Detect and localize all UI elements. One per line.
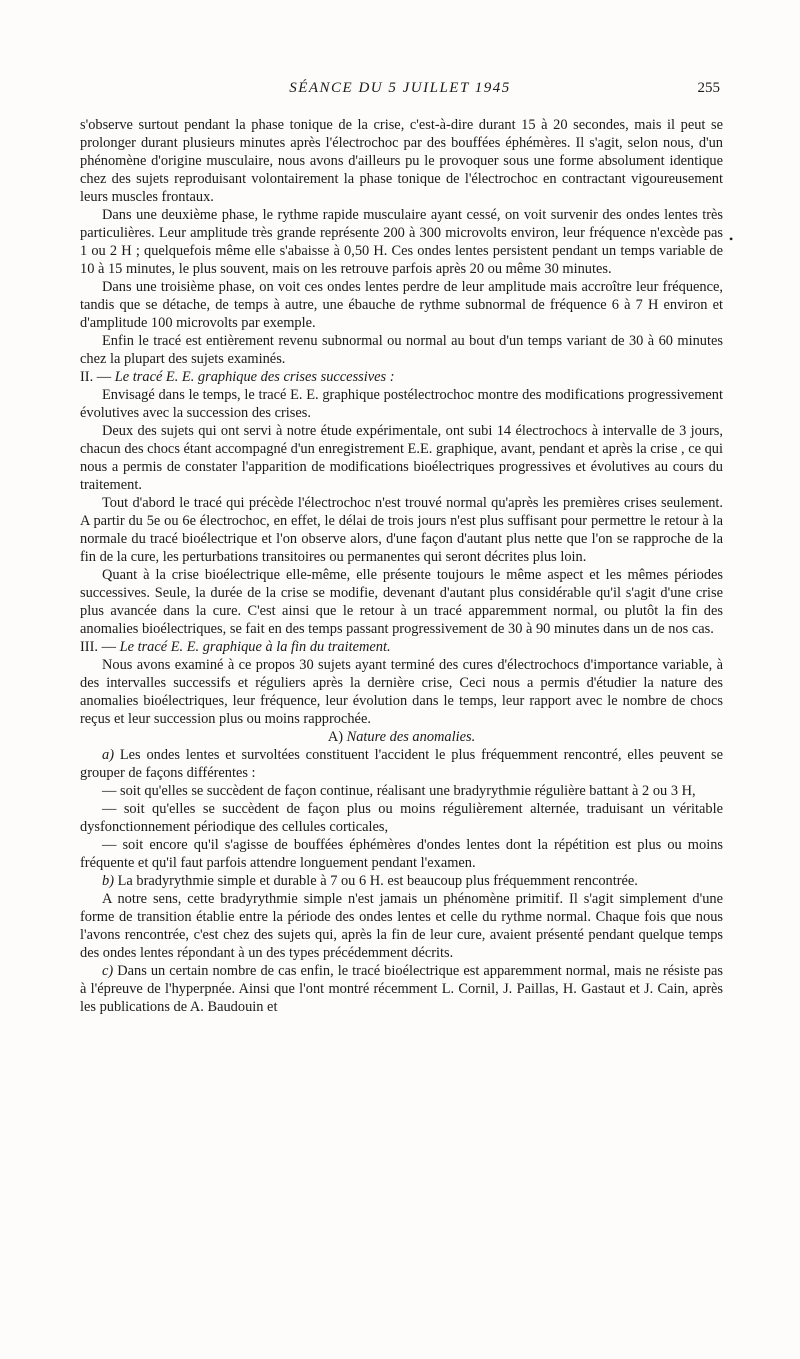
paragraph: s'observe surtout pendant la phase tonique de la crise, c'est-à-dire durant 15 à 20 secondes, mais il peut se prolonger durant plusieurs minutes après l'électrochoc par des bouffées éphémères. Il s'agit, selon nous, d'un phénomène d'origine musculaire, nous avons d'ailleurs pu le provoquer sous une forme absolument identique chez des sujets reproduisant volontairement la phase tonique de l'électrochoc en contractant vigoureusement leurs muscles frontaux.	[80, 117, 723, 205]
paragraph: Envisagé dans le temps, le tracé E. E. graphique postélectrochoc montre des modifications progressivement évolutives avec la succession des crises.	[80, 387, 723, 421]
paragraph: A notre sens, cette bradyrythmie simple n'est jamais un phénomène primitif. Il s'agit simplement d'une forme de transition établie entre la période des ondes lentes et celle du rythme normal. Chaque fois que nous l'avons rencontrée, c'est chez des sujets qui, après la fin de leur cure, avaient présenté pendant quelque temps des ondes lentes répondant à un des types précédemment décrits.	[80, 891, 723, 961]
body-text	[80, 116, 723, 1016]
list-item: — soit encore qu'il s'agisse de bouffées éphémères d'ondes lentes dont la répétition est plus ou moins fréquente et qu'il faut parfois attendre longuement pendant l'examen.	[80, 837, 723, 871]
page-header	[80, 80, 720, 104]
item-label: c)	[102, 963, 114, 979]
paragraph	[80, 962, 723, 1016]
section-heading-2: II. — Le tracé E. E. graphique des crises successives :	[80, 369, 395, 385]
paragraph: Quant à la crise bioélectrique elle-même, elle présente toujours le même aspect et les mêmes périodes successives. Seule, la durée de la crise se modifie, devenant d'autant plus considérable qu'il s'agit d'une crise plus avancée dans la cure. C'est ainsi que le retour à un tracé apparemment normal, ou plutôt la fin des anomalies bioélectriques, se fait en des temps passant progressivement de 30 à 90 minutes dans un de nos cas.	[80, 567, 723, 637]
list-item: — soit qu'elles se succèdent de façon plus ou moins régulièrement alternée, traduisant un véritable dysfonctionnement périodique des cellules corticales,	[80, 801, 723, 835]
list-item: — soit qu'elles se succèdent de façon continue, réalisant une bradyrythmie régulière battant à 2 ou 3 H,	[102, 783, 696, 799]
subsection-title: Nature des anomalies.	[346, 729, 476, 745]
item-label: b)	[102, 873, 114, 889]
item-text: Les ondes lentes et survoltées constituent l'accident le plus fréquemment rencontré, elles peuvent se grouper de façons différentes :	[80, 747, 723, 781]
item-text: La bradyrythmie simple et durable à 7 ou 6 H. est beaucoup plus fréquemment rencontrée.	[117, 873, 638, 889]
running-head: SÉANCE DU 5 JUILLET 1945	[289, 80, 511, 96]
margin-mark: •	[729, 232, 734, 246]
paragraph: Deux des sujets qui ont servi à notre étude expérimentale, ont subi 14 électrochocs à intervalle de 3 jours, chacun des chocs étant accompagné d'un enregistrement E.E. graphique, avant, pendant et après la crise , ce qui nous a permis de constater l'apparition de modifications bioélectriques progressives et évolutives au cours du traitement.	[80, 423, 723, 493]
section-title: Le tracé E. E. graphique à la fin du traitement.	[119, 639, 391, 655]
section-heading-3: III. — Le tracé E. E. graphique à la fin du traitement.	[80, 639, 391, 655]
subsection-label: A)	[327, 729, 343, 745]
paragraph: Nous avons examiné à ce propos 30 sujets ayant terminé des cures d'électrochocs d'importance variable, à des intervalles successifs et réguliers après la dernière crise, Ceci nous a permis d'étudier la nature des anomalies bioélectriques, leur fréquence, leur évolution dans le temps, leur rapport avec le nombre de chocs reçus et leur succession plus ou moins rapprochée.	[80, 657, 723, 727]
item-text: Dans un certain nombre de cas enfin, le tracé bioélectrique est apparemment normal, mais ne résiste pas à l'épreuve de l'hyperpnée. Ainsi que l'ont montré récemment L. Cornil, J. Paillas, H. Gastaut et J. Cain, après les publications de A. Baudouin et	[80, 963, 723, 1015]
paragraph	[80, 872, 723, 890]
item-label: a)	[102, 747, 114, 763]
section-title: Le tracé E. E. graphique des crises successives :	[114, 369, 395, 385]
paragraph: Dans une troisième phase, on voit ces ondes lentes perdre de leur amplitude mais accroître leur fréquence, tandis que se détache, de temps à autre, une ébauche de rythme subnormal de fréquence 6 à 7 H environ et d'amplitude 100 microvolts par exemple.	[80, 279, 723, 331]
subsection-heading	[80, 728, 723, 746]
paragraph	[80, 746, 723, 782]
paragraph: Tout d'abord le tracé qui précède l'électrochoc n'est trouvé normal qu'après les premières crises seulement. A partir du 5e ou 6e électrochoc, en effet, le délai de trois jours n'est plus suffisant pour permettre le retour à la normale du tracé bioélectrique et l'on observe alors, d'une façon d'autant plus nette que l'on se rapproche de la fin de la cure, les perturbations transitoires ou permanentes qui seront décrites plus loin.	[80, 495, 723, 565]
section-number: II.	[80, 369, 94, 385]
paragraph: Enfin le tracé est entièrement revenu subnormal ou normal au bout d'un temps variant de 30 à 60 minutes chez la plupart des sujets examinés.	[80, 333, 723, 367]
paragraph: Dans une deuxième phase, le rythme rapide musculaire ayant cessé, on voit survenir des ondes lentes très particulières. Leur amplitude très grande représente 200 à 300 microvolts environ, leur fréquence n'excède pas 1 ou 2 H ; quelquefois même elle s'abaisse à 0,50 H. Ces ondes lentes persistent pendant un temps variable de 10 à 15 minutes, le plus souvent, mais on les retrouve parfois après 20 ou même 30 minutes.	[80, 207, 723, 277]
section-number: III.	[80, 639, 98, 655]
page-number: 255	[697, 80, 720, 96]
